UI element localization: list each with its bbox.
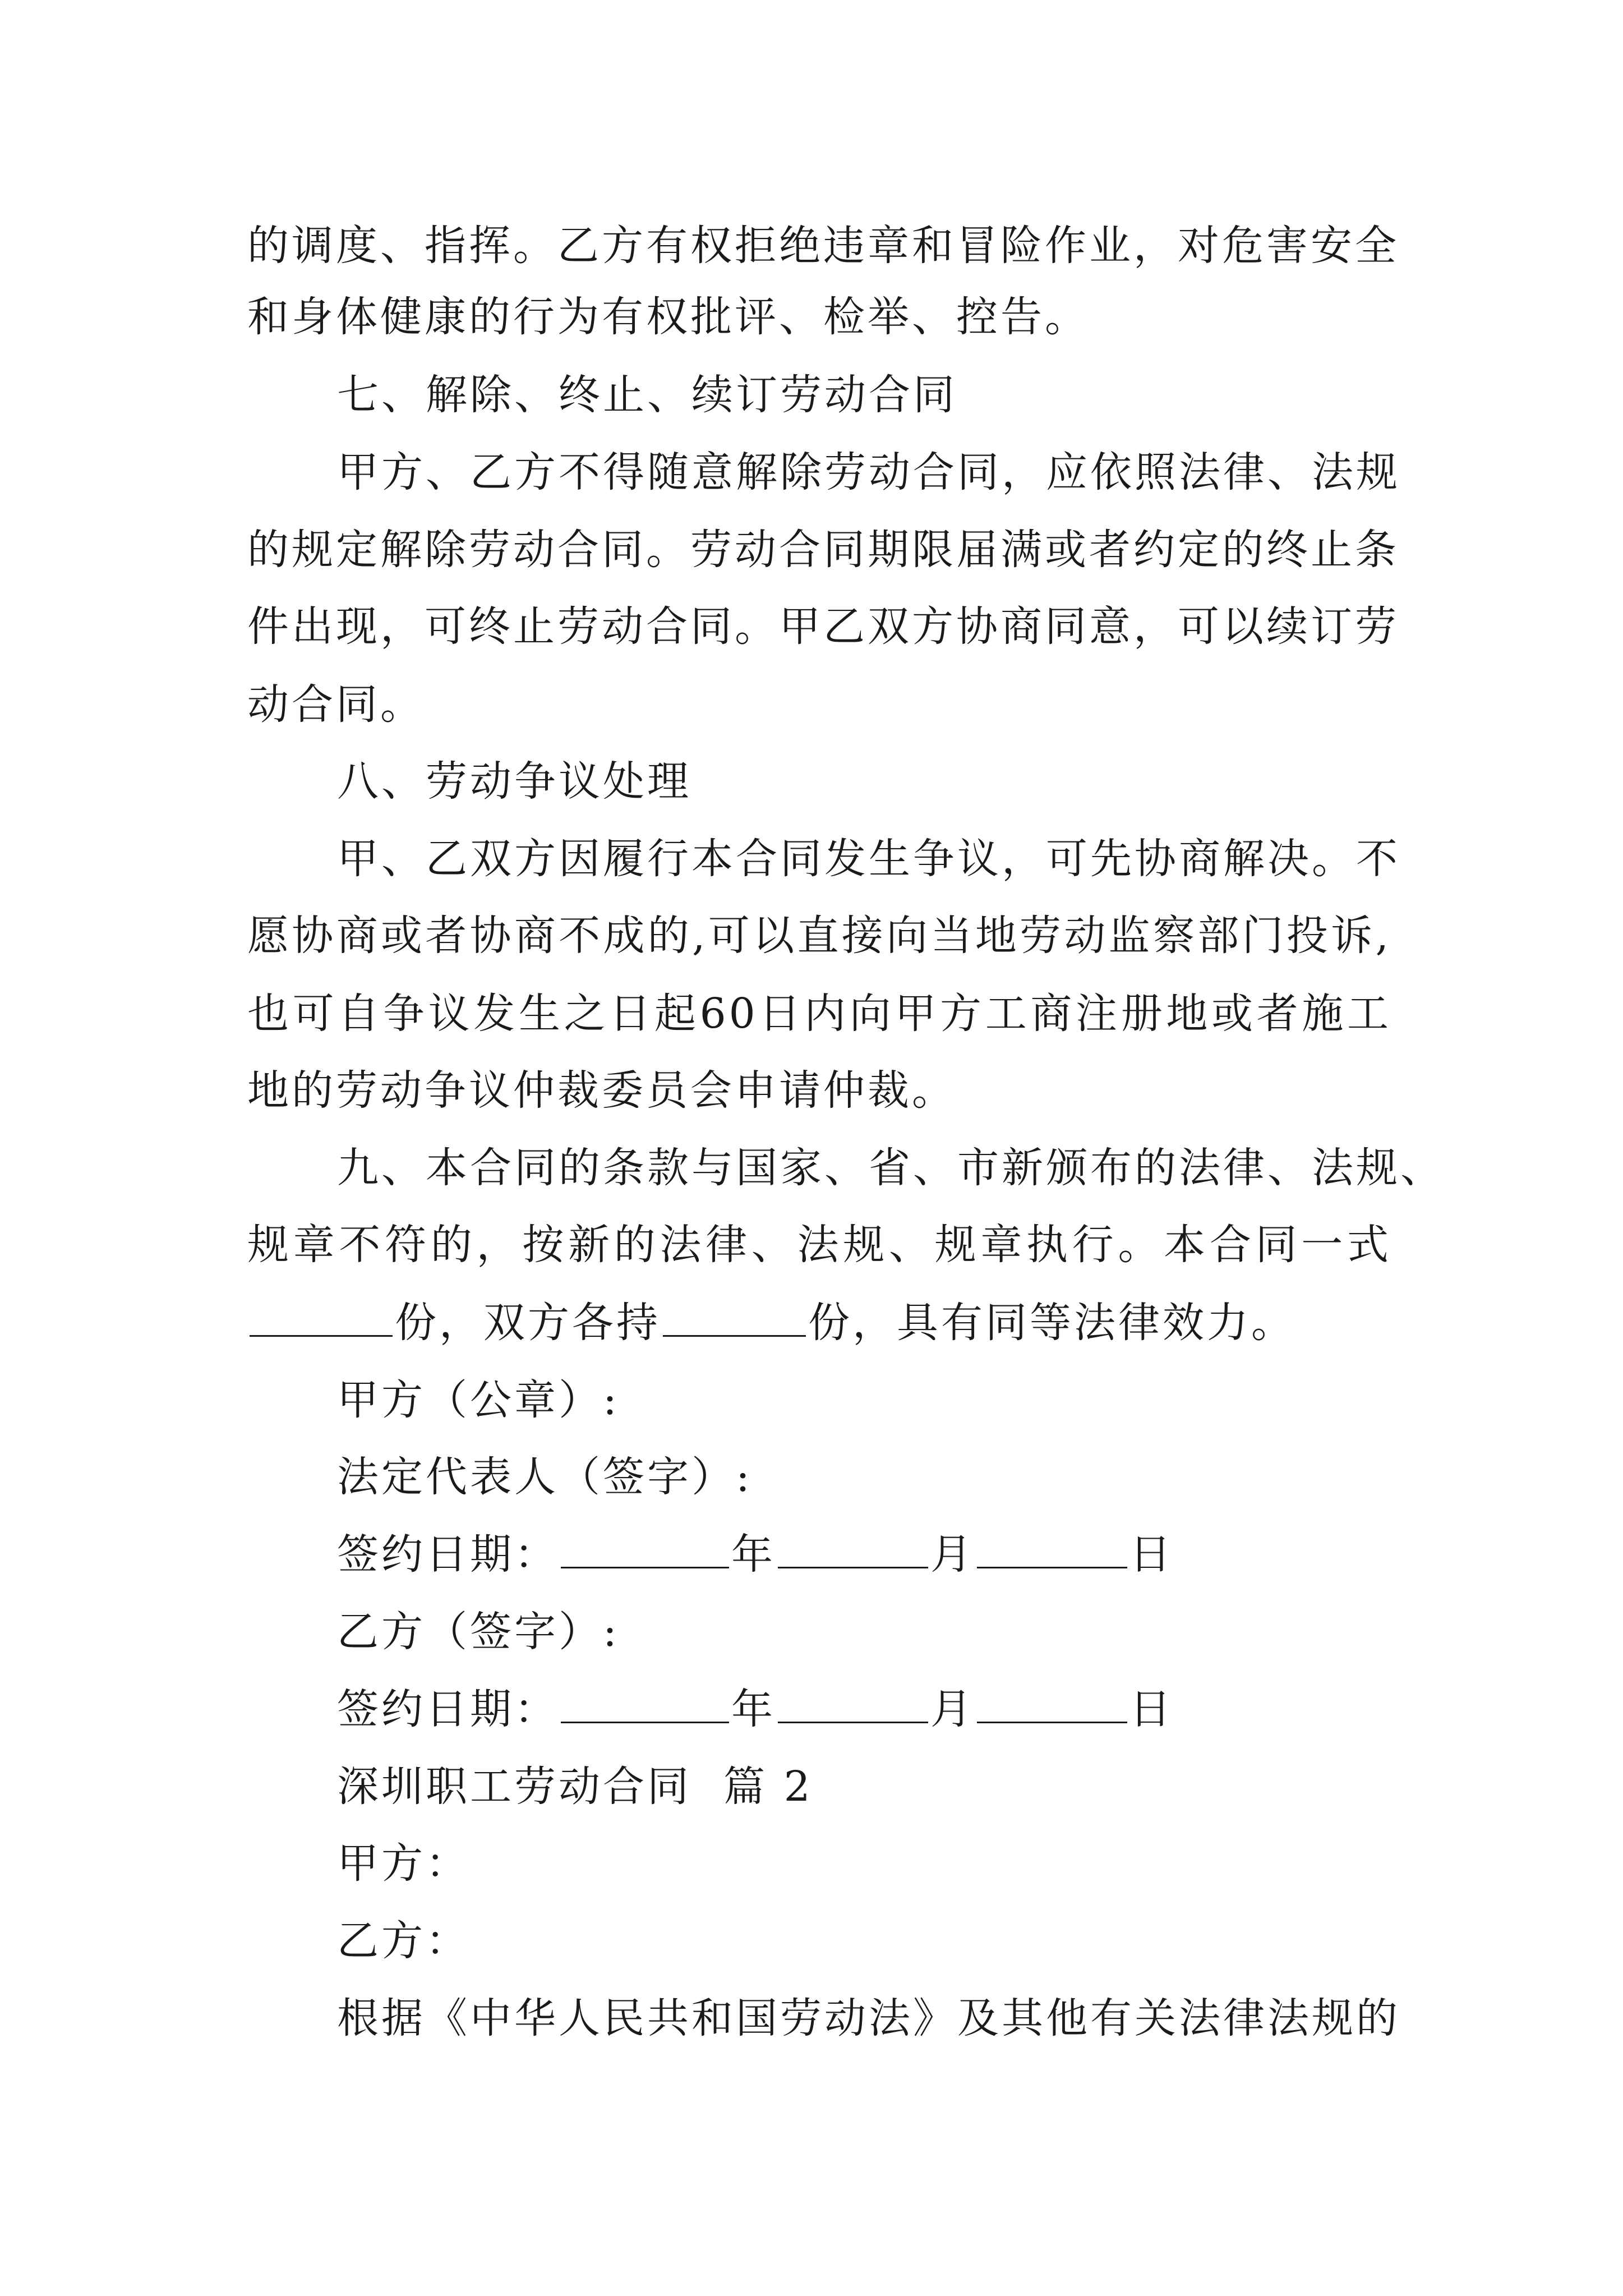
copies-text-2: 份，具有同等法律效力。 [808, 1299, 1295, 1347]
body-text-line: 根据《中华人民共和国劳动法》及其他有关法律法规的 [337, 1994, 1400, 2042]
section-title: 深圳职工劳动合同 篇 2 [337, 1763, 813, 1811]
copies-line [247, 1297, 1391, 1348]
party-b-label: 乙方： [337, 1917, 470, 1965]
party-a-seal-label: 甲方（公章）: [337, 1376, 620, 1424]
year-label: 年 [731, 1530, 776, 1579]
body-text-line: 九、本合同的条款与国家、省、市新颁布的法律、法规、 [337, 1144, 1445, 1192]
month-blank[interactable] [778, 1532, 928, 1568]
copies-text-1: 份，双方各持 [395, 1299, 661, 1347]
day-label: 日 [1129, 1530, 1174, 1579]
party-a-sign-date [337, 1529, 1481, 1580]
year-blank[interactable] [561, 1532, 729, 1568]
month-label: 月 [930, 1530, 975, 1579]
body-text-line: 的调度、指挥。乙方有权拒绝违章和冒险作业，对危害安全 [247, 222, 1399, 270]
body-text-line: 地的劳动争议仲裁委员会申请仲裁。 [247, 1066, 956, 1115]
body-text-line: 动合同。 [247, 680, 425, 729]
day-blank[interactable] [977, 1687, 1127, 1723]
section-heading: 八、劳动争议处理 [337, 757, 691, 806]
section-heading: 七、解除、终止、续订劳动合同 [337, 371, 957, 419]
body-text-line: 规章不符的，按新的法律、法规、规章执行。本合同一式 [247, 1221, 1391, 1269]
party-b-sign-label: 乙方（签字）: [337, 1608, 620, 1656]
body-text-line: 也可自争议发生之日起60日内向甲方工商注册地或者施工 [247, 990, 1391, 1038]
day-blank[interactable] [977, 1532, 1127, 1568]
party-b-sign-date [337, 1684, 1481, 1734]
party-a-label: 甲方： [337, 1839, 470, 1888]
copies-total-blank[interactable] [250, 1300, 393, 1337]
body-text-line: 的规定解除劳动合同。劳动合同期限届满或者约定的终止条 [247, 526, 1399, 574]
body-text-line: 和身体健康的行为有权批评、检举、控告。 [247, 293, 1089, 341]
sign-date-label: 签约日期： [337, 1685, 559, 1733]
body-text-line: 甲、乙双方因履行本合同发生争议，可先协商解决。不 [337, 835, 1400, 883]
body-text-line: 件出现，可终止劳动合同。甲乙双方协商同意，可以续订劳 [247, 602, 1399, 651]
sign-date-label: 签约日期： [337, 1530, 559, 1579]
year-label: 年 [731, 1685, 776, 1733]
day-label: 日 [1129, 1685, 1174, 1733]
month-label: 月 [930, 1685, 975, 1733]
copies-each-blank[interactable] [663, 1300, 806, 1337]
body-text-line: 甲方、乙方不得随意解除劳动合同，应依照法律、法规 [337, 448, 1400, 496]
body-text-line: 愿协商或者协商不成的,可以直接向当地劳动监察部门投诉, [247, 912, 1391, 960]
month-blank[interactable] [778, 1687, 928, 1723]
year-blank[interactable] [561, 1687, 729, 1723]
legal-representative-label: 法定代表人（签字）: [337, 1453, 753, 1501]
